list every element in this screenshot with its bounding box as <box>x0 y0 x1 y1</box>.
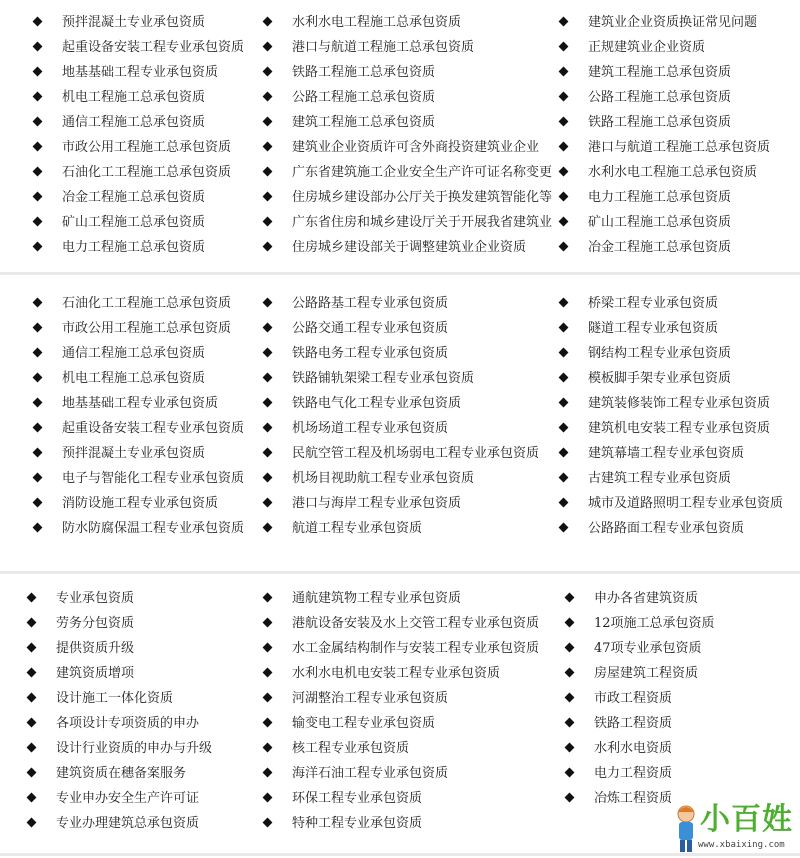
list-item-label: 市政工程资质 <box>594 691 673 706</box>
logo-title: 小百姓 <box>700 802 793 837</box>
list-item-label: 通航建筑物工程专业承包资质 <box>292 591 462 606</box>
list-item-label: 港口与航道工程施工总承包资质 <box>588 140 771 155</box>
list-item-label: 机电工程施工总承包资质 <box>62 371 206 386</box>
list-item-label: 市政公用工程施工总承包资质 <box>62 321 232 336</box>
list-item-label: 港口与海岸工程专业承包资质 <box>292 496 462 511</box>
list-item-label: 防水防腐保温工程专业承包资质 <box>62 521 245 536</box>
list-item-label: 航道工程专业承包资质 <box>292 521 423 536</box>
list-item-label: 公路路面工程专业承包资质 <box>588 521 745 536</box>
list-item-label: 河湖整治工程专业承包资质 <box>292 691 449 706</box>
list-item-label: 消防设施工程专业承包资质 <box>62 496 219 511</box>
list-item-label: 申办各省建筑资质 <box>594 591 699 606</box>
list-item-label: 铁路电气化工程专业承包资质 <box>292 396 462 411</box>
section-2 <box>0 291 800 541</box>
list-item-label: 钢结构工程专业承包资质 <box>588 346 732 361</box>
section-1 <box>0 10 800 260</box>
list-item-label: 预拌混凝土专业承包资质 <box>62 15 206 30</box>
mascot-icon <box>672 804 700 856</box>
list-item-label: 公路交通工程专业承包资质 <box>292 321 449 336</box>
list-item-label: 模板脚手架专业承包资质 <box>588 371 732 386</box>
list-item-label: 设计施工一体化资质 <box>56 691 174 706</box>
list-item-label: 公路工程施工总承包资质 <box>292 90 436 105</box>
list-item-label: 建筑装修装饰工程专业承包资质 <box>588 396 771 411</box>
list-item-label: 铁路电务工程专业承包资质 <box>292 346 449 361</box>
list-item-label: 民航空管工程及机场弱电工程专业承包资质 <box>292 446 540 461</box>
list-item-label: 桥梁工程专业承包资质 <box>588 296 719 311</box>
list-item-label: 起重设备安装工程专业承包资质 <box>62 40 245 55</box>
list-item-label: 输变电工程专业承包资质 <box>292 716 436 731</box>
list-item-label: 专业办理建筑总承包资质 <box>56 816 200 831</box>
list-item-label: 港航设备安装及水上交管工程专业承包资质 <box>292 616 540 631</box>
list-item-label: 电子与智能化工程专业承包资质 <box>62 471 245 486</box>
list-item-label: 冶金工程施工总承包资质 <box>62 190 206 205</box>
list-item-label: 市政公用工程施工总承包资质 <box>62 140 232 155</box>
list-item-label: 铁路铺轨架梁工程专业承包资质 <box>292 371 475 386</box>
list-item-label: 古建筑工程专业承包资质 <box>588 471 732 486</box>
list-item-label: 核工程专业承包资质 <box>292 741 410 756</box>
list-item-label: 水利水电机电安装工程专业承包资质 <box>292 666 501 681</box>
list-item-label: 水利水电工程施工总承包资质 <box>292 15 462 30</box>
list-item-label: 石油化工工程施工总承包资质 <box>62 165 232 180</box>
list-item-label: 房屋建筑工程资质 <box>594 666 699 681</box>
section-divider-1 <box>0 272 800 275</box>
section-divider-2 <box>0 571 800 574</box>
list-item-label: 建筑幕墙工程专业承包资质 <box>588 446 745 461</box>
section-3 <box>0 586 800 836</box>
list-item-label: 建筑工程施工总承包资质 <box>292 115 436 130</box>
list-item-label: 铁路工程施工总承包资质 <box>292 65 436 80</box>
list-item-label: 机场场道工程专业承包资质 <box>292 421 449 436</box>
list-item-label: 建筑业企业资质许可含外商投资建筑业企业 <box>292 140 540 155</box>
list-item-label: 专业承包资质 <box>56 591 135 606</box>
list-item-label: 通信工程施工总承包资质 <box>62 115 206 130</box>
site-logo <box>672 800 800 858</box>
list-item-label: 建筑工程施工总承包资质 <box>588 65 732 80</box>
list-item-label: 环保工程专业承包资质 <box>292 791 423 806</box>
list-item-label: 地基基础工程专业承包资质 <box>62 65 219 80</box>
list-item-label: 机电工程施工总承包资质 <box>62 90 206 105</box>
list-item-label: 专业申办安全生产许可证 <box>56 791 200 806</box>
list-item-label: 预拌混凝土专业承包资质 <box>62 446 206 461</box>
list-item-label: 广东省建筑施工企业安全生产许可证名称变更 <box>292 165 553 180</box>
list-item-label: 12项施工总承包资质 <box>594 616 715 631</box>
list-item-label: 建筑资质增项 <box>56 666 135 681</box>
logo-url: www.xbaixing.com <box>698 840 785 850</box>
list-item-label: 矿山工程施工总承包资质 <box>588 215 732 230</box>
list-item-label: 水工金属结构制作与安装工程专业承包资质 <box>292 641 540 656</box>
list-item-label: 公路工程施工总承包资质 <box>588 90 732 105</box>
list-item-label: 公路路基工程专业承包资质 <box>292 296 449 311</box>
list-item-label: 提供资质升级 <box>56 641 135 656</box>
list-item-label: 铁路工程资质 <box>594 716 673 731</box>
list-item-label: 机场目视助航工程专业承包资质 <box>292 471 475 486</box>
list-item-label: 水利水电工程施工总承包资质 <box>588 165 758 180</box>
list-item-label: 港口与航道工程施工总承包资质 <box>292 40 475 55</box>
list-item-label: 冶炼工程资质 <box>594 791 673 806</box>
list-item-label: 各项设计专项资质的申办 <box>56 716 200 731</box>
list-item-label: 城市及道路照明工程专业承包资质 <box>588 496 784 511</box>
list-item-label: 建筑资质在穗备案服务 <box>56 766 187 781</box>
list-item-label: 石油化工工程施工总承包资质 <box>62 296 232 311</box>
list-item-label: 建筑业企业资质换证常见问题 <box>588 15 758 30</box>
list-item-label: 特种工程专业承包资质 <box>292 816 423 831</box>
list-item-label: 电力工程施工总承包资质 <box>62 240 206 255</box>
list-item-label: 电力工程施工总承包资质 <box>588 190 732 205</box>
list-item-label: 47项专业承包资质 <box>594 641 702 656</box>
list-item-label: 正规建筑业企业资质 <box>588 40 706 55</box>
list-item-label: 电力工程资质 <box>594 766 673 781</box>
list-item-label: 建筑机电安装工程专业承包资质 <box>588 421 771 436</box>
list-item-label: 海洋石油工程专业承包资质 <box>292 766 449 781</box>
list-item-label: 住房城乡建设部办公厅关于换发建筑智能化等 <box>292 190 553 205</box>
list-item-label: 地基基础工程专业承包资质 <box>62 396 219 411</box>
list-item-label: 水利水电资质 <box>594 741 673 756</box>
list-item-label: 劳务分包资质 <box>56 616 135 631</box>
list-item-label: 隧道工程专业承包资质 <box>588 321 719 336</box>
list-item-label: 广东省住房和城乡建设厅关于开展我省建筑业 <box>292 215 553 230</box>
list-item-label: 铁路工程施工总承包资质 <box>588 115 732 130</box>
list-item-label: 通信工程施工总承包资质 <box>62 346 206 361</box>
list-item-label: 冶金工程施工总承包资质 <box>588 240 732 255</box>
list-item-label: 住房城乡建设部关于调整建筑业企业资质 <box>292 240 527 255</box>
list-item-label: 矿山工程施工总承包资质 <box>62 215 206 230</box>
list-item-label: 起重设备安装工程专业承包资质 <box>62 421 245 436</box>
list-item-label: 设计行业资质的申办与升级 <box>56 741 213 756</box>
